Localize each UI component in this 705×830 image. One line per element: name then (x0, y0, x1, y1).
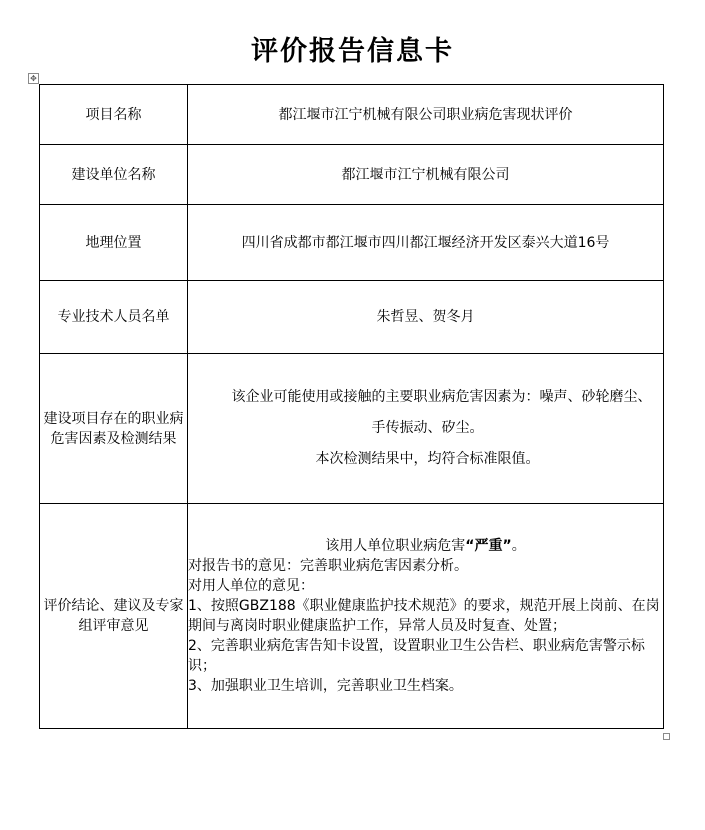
location-value: 四川省成都市都江堰市四川都江堰经济开发区泰兴大道16号 (188, 205, 664, 281)
table-row-location (40, 205, 664, 281)
location-label: 地理位置 (40, 205, 188, 281)
table-row-conclusion (40, 504, 664, 729)
employer-opinion-item-3: 3、加强职业卫生培训，完善职业卫生档案。 (188, 678, 463, 694)
hazard-factors-text: 该企业可能使用或接触的主要职业病危害因素为：噪声、砂轮磨尘、手传振动、矽尘。 (231, 389, 652, 436)
project-name-value: 都江堰市江宁机械有限公司职业病危害现状评价 (188, 85, 664, 145)
construction-unit-value: 都江堰市江宁机械有限公司 (188, 145, 664, 205)
severity-level: “严重” (465, 538, 512, 554)
table-row-project-name (40, 85, 664, 145)
hazard-factors-cell (188, 354, 664, 504)
construction-unit-label: 建设单位名称 (40, 145, 188, 205)
conclusion-label: 评价结论、建议及专家组评审意见 (40, 504, 188, 729)
table-move-handle-icon[interactable]: ✥ (28, 73, 39, 84)
severity-suffix: 。 (511, 538, 526, 554)
employer-opinion-item-2: 2、完善职业病危害告知卡设置，设置职业卫生公告栏、职业病危害警示标识； (188, 638, 645, 674)
severity-prefix: 该用人单位职业病危害 (325, 538, 466, 554)
technical-staff-label: 专业技术人员名单 (40, 281, 188, 354)
project-name-label: 项目名称 (40, 85, 188, 145)
table-row-hazard-factors (40, 354, 664, 504)
table-resize-handle[interactable] (663, 733, 670, 740)
employer-opinion-item-1: 1、按照GBZ188《职业健康监护技术规范》的要求，规范开展上岗前、在岗期间与离岗时职业健康监护工作，异常人员及时复查、处置； (188, 598, 660, 634)
hazard-result-text: 本次检测结果中，均符合标准限值。 (315, 451, 540, 467)
report-opinion: 对报告书的意见：完善职业病危害因素分析。 (188, 558, 468, 574)
document-title: 评价报告信息卡 (251, 36, 454, 67)
severity-statement (188, 536, 663, 556)
technical-staff-value: 朱哲昱、贺冬月 (188, 281, 664, 354)
hazard-factors-label: 建设项目存在的职业病危害因素及检测结果 (40, 354, 188, 504)
table-row-technical-staff (40, 281, 664, 354)
table-row-construction-unit (40, 145, 664, 205)
conclusion-cell (188, 504, 664, 729)
info-card-table (39, 84, 664, 729)
employer-opinion-heading: 对用人单位的意见： (188, 578, 314, 594)
